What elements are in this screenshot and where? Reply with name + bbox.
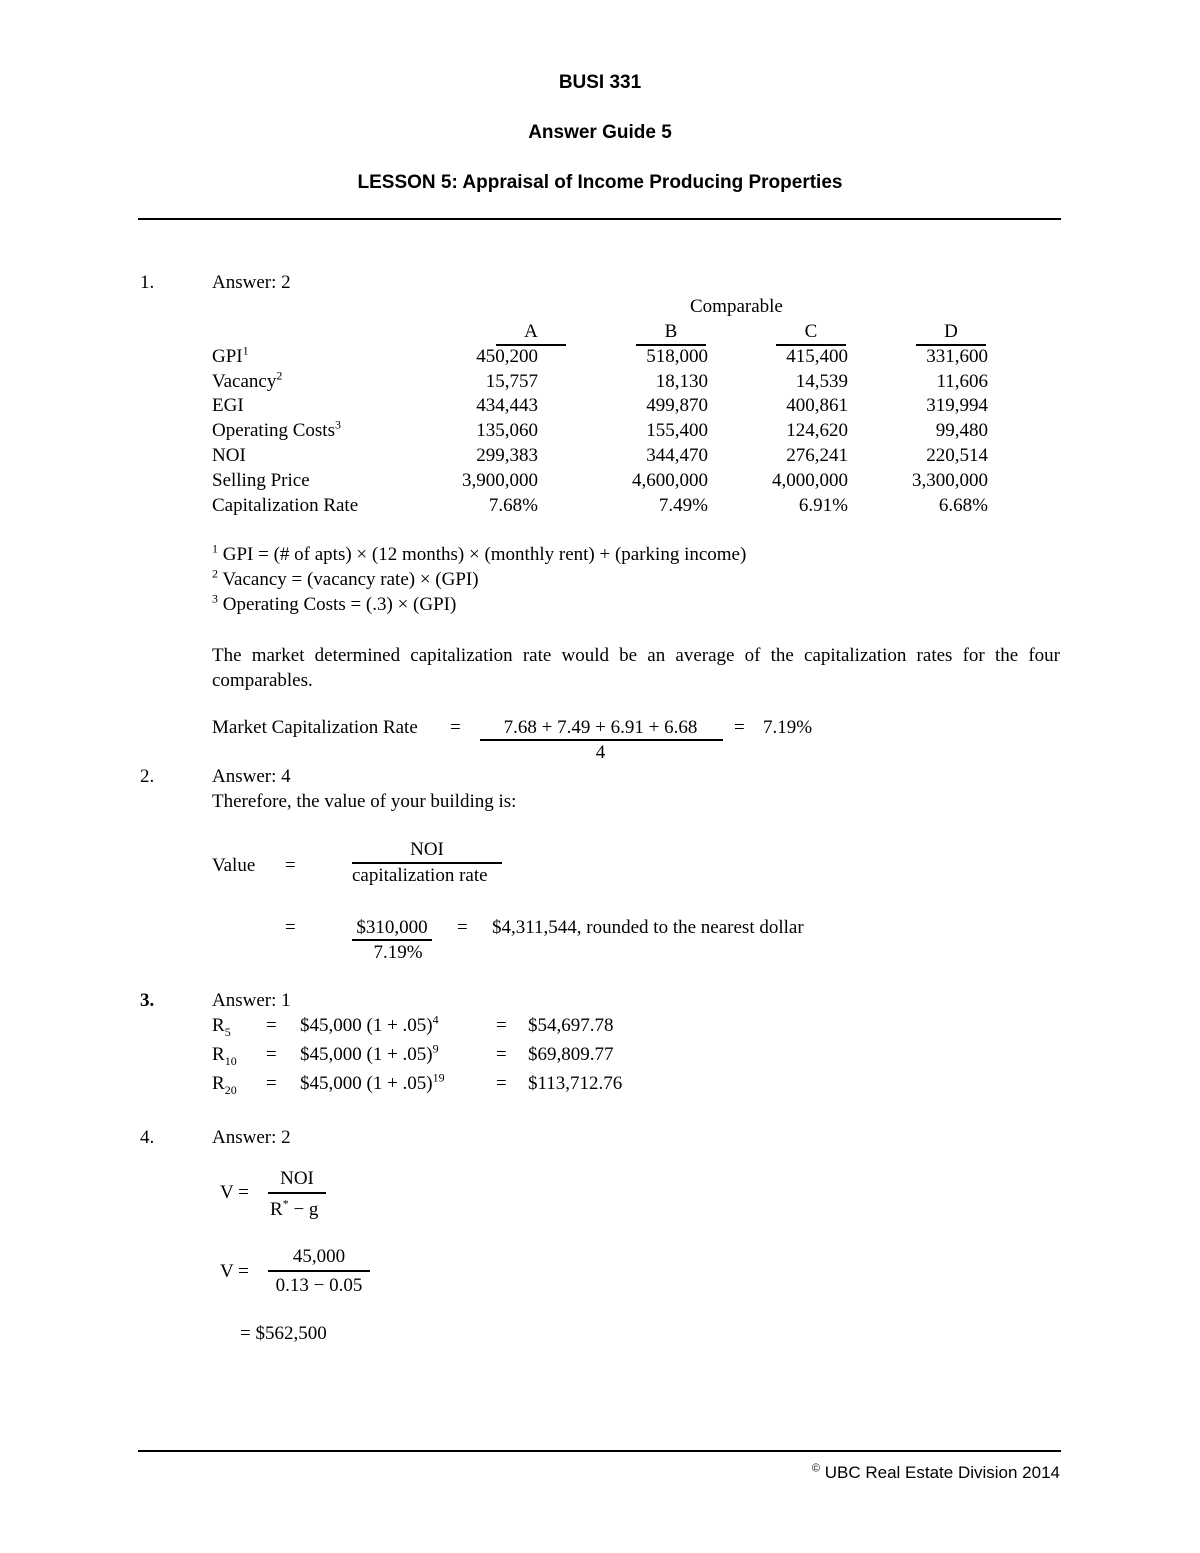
- row-label-egi: EGI: [212, 395, 244, 416]
- table-cell: 4,600,000: [632, 470, 708, 491]
- table-cell: 6.68%: [938, 495, 988, 516]
- value-denominator: capitalization rate: [352, 865, 488, 886]
- footer-copyright: © UBC Real Estate Division 2014: [811, 1462, 1060, 1482]
- value-numerator: NOI: [410, 839, 444, 860]
- q3-answer: Answer: 1: [212, 990, 291, 1011]
- v-label: V =: [220, 1182, 249, 1203]
- column-header-b: B: [636, 321, 706, 346]
- fraction-bar: [268, 1192, 326, 1194]
- comparable-heading: Comparable: [690, 296, 783, 317]
- r10-label: $R_{10}$: [212, 1044, 237, 1068]
- equals-sign: =: [496, 1015, 507, 1036]
- table-cell: 434,443: [476, 395, 538, 416]
- fraction-bar: [268, 1270, 370, 1272]
- q4-result: = $562,500: [240, 1323, 327, 1344]
- q3-number: 3.: [140, 990, 155, 1011]
- r5-label: $R_5$: [212, 1015, 231, 1039]
- v-numerator: NOI: [280, 1168, 314, 1189]
- r5-expression: $45,000 $(1 + .05)^4$: [300, 1012, 439, 1036]
- footnote-gpi: $^1$ GPI = (# of apts) × (12 months) × (monthly rent) + (parking income): [212, 541, 747, 565]
- r10-expression: $45,000 $(1 + .05)^9$: [300, 1041, 439, 1065]
- table-cell: 220,514: [926, 445, 988, 466]
- table-cell: 155,400: [646, 420, 708, 441]
- equals-sign: =: [266, 1073, 277, 1094]
- building-value-result: $4,311,544, rounded to the nearest dollar: [492, 917, 804, 938]
- cap-rate-value: 7.19%: [373, 942, 423, 963]
- table-cell: 6.91%: [798, 495, 848, 516]
- noi-value: $310,000: [356, 917, 428, 938]
- table-cell: 299,383: [476, 445, 538, 466]
- equals-sign: =: [496, 1073, 507, 1094]
- row-label-cap-rate: Capitalization Rate: [212, 495, 359, 516]
- table-cell: 15,757: [485, 371, 538, 392]
- q2-intro: Therefore, the value of your building is:: [212, 791, 517, 812]
- equals-sign: =: [285, 917, 296, 938]
- row-label-operating-costs: Operating Costs$^3$: [212, 417, 341, 441]
- q1-answer: Answer: 2: [212, 272, 291, 293]
- market-cap-result: 7.19%: [763, 717, 813, 738]
- q2-number: 2.: [140, 766, 155, 787]
- fraction-bar: [352, 939, 432, 941]
- v-denominator-value: 0.13 − 0.05: [275, 1275, 363, 1296]
- market-cap-paragraph: The market determined capitalization rate would be an average of the capitalization rates for the four comparables.: [212, 645, 1060, 691]
- equals-sign: =: [266, 1015, 277, 1036]
- fraction-bar: [480, 739, 723, 741]
- table-cell: 7.68%: [488, 495, 538, 516]
- v-label: V =: [220, 1261, 249, 1282]
- row-label-selling-price: Selling Price: [212, 470, 310, 491]
- table-cell: 14,539: [795, 371, 848, 392]
- market-cap-denominator: 4: [595, 742, 606, 763]
- equals-sign: =: [285, 855, 296, 876]
- market-cap-numerator: 7.68 + 7.49 + 6.91 + 6.68: [503, 717, 698, 738]
- table-cell: 319,994: [926, 395, 988, 416]
- table-cell: 450,200: [476, 346, 538, 367]
- market-cap-label: Market Capitalization Rate: [212, 717, 418, 738]
- table-cell: 7.49%: [658, 495, 708, 516]
- equals-sign: =: [496, 1044, 507, 1065]
- q4-answer: Answer: 2: [212, 1127, 291, 1148]
- table-cell: 18,130: [655, 371, 708, 392]
- row-label-gpi: GPI$^1$: [212, 343, 249, 367]
- table-cell: 331,600: [926, 346, 988, 367]
- table-cell: 400,861: [786, 395, 848, 416]
- q1-number: 1.: [140, 272, 155, 293]
- table-cell: 124,620: [786, 420, 848, 441]
- table-cell: 344,470: [646, 445, 708, 466]
- equals-sign: =: [734, 717, 745, 738]
- table-cell: 415,400: [786, 346, 848, 367]
- table-cell: 3,900,000: [462, 470, 538, 491]
- row-label-vacancy: Vacancy$^2$: [212, 368, 283, 392]
- r20-expression: $45,000 $(1 + .05)^{19}$: [300, 1070, 445, 1094]
- v-denominator: R* − g: [270, 1196, 319, 1220]
- column-header-d: D: [916, 321, 986, 346]
- r20-result: $113,712.76: [528, 1073, 623, 1094]
- q4-number: 4.: [140, 1127, 155, 1148]
- header-divider: [138, 218, 1061, 220]
- equals-sign: =: [266, 1044, 277, 1065]
- table-cell: 518,000: [646, 346, 708, 367]
- v-numerator-value: 45,000: [292, 1246, 346, 1267]
- equals-sign: =: [457, 917, 468, 938]
- table-cell: 276,241: [786, 445, 848, 466]
- equals-sign: =: [450, 717, 461, 738]
- footnote-operating-costs: $^3$ Operating Costs = (.3) × (GPI): [212, 591, 457, 615]
- value-label: Value: [212, 855, 256, 876]
- table-cell: 99,480: [935, 420, 988, 441]
- r20-label: $R_{20}$: [212, 1073, 237, 1097]
- r10-result: $69,809.77: [528, 1044, 614, 1065]
- table-cell: 11,606: [936, 371, 988, 392]
- column-header-a: A: [496, 321, 566, 346]
- footer-divider: [138, 1450, 1061, 1452]
- r5-result: $54,697.78: [528, 1015, 614, 1036]
- lesson-title: LESSON 5: Appraisal of Income Producing Properties: [357, 172, 843, 193]
- column-header-c: C: [776, 321, 846, 346]
- table-cell: 135,060: [476, 420, 538, 441]
- table-cell: 3,300,000: [912, 470, 988, 491]
- footnote-vacancy: $^2$ Vacancy = (vacancy rate) × (GPI): [212, 566, 479, 590]
- q2-answer: Answer: 4: [212, 766, 291, 787]
- answer-guide-title: Answer Guide 5: [528, 122, 672, 143]
- row-label-noi: NOI: [212, 445, 246, 466]
- table-cell: 4,000,000: [772, 470, 848, 491]
- course-code: BUSI 331: [558, 72, 642, 93]
- table-cell: 499,870: [646, 395, 708, 416]
- fraction-bar: [352, 862, 502, 864]
